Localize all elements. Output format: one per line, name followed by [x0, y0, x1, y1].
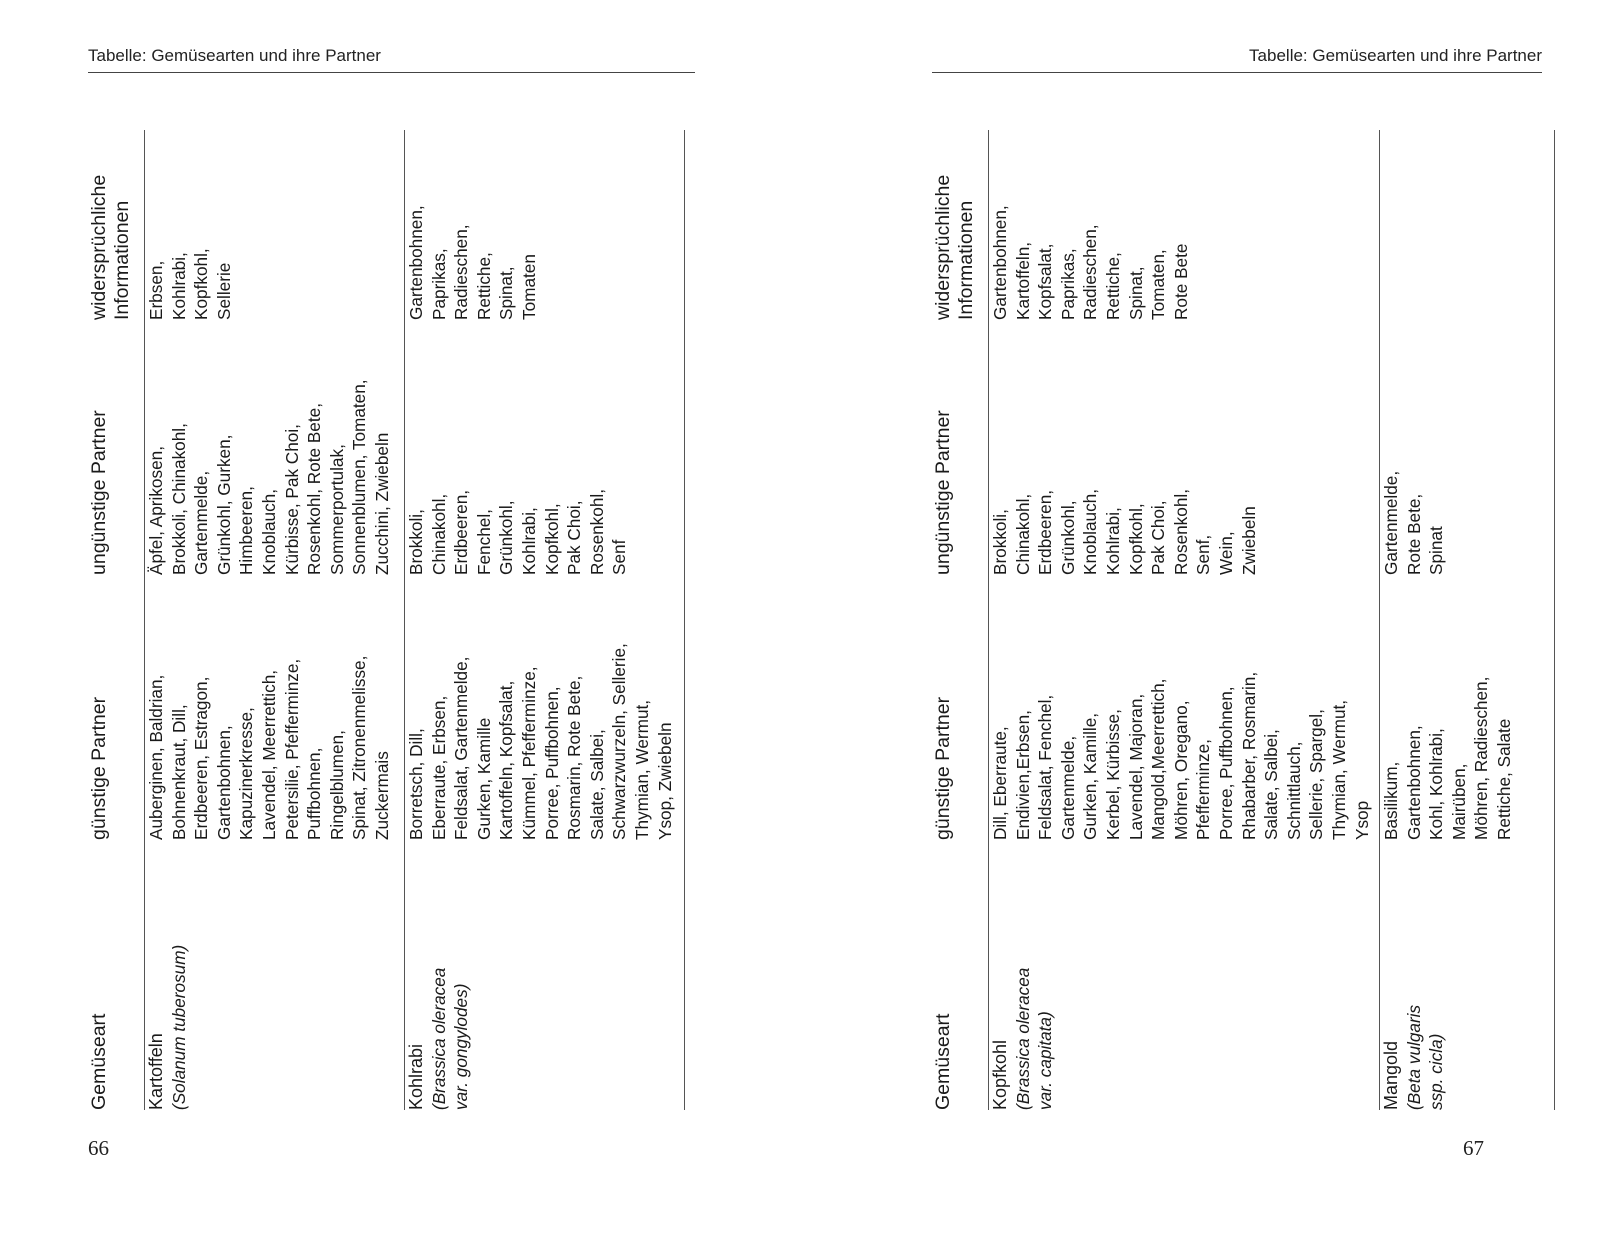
veg-name: Mangold — [1381, 1040, 1402, 1110]
good-partners: Borretsch, Dill, Eberraute, Erbsen, Feldsalat, Gartenmelde, Gurken, Kamille Kartoffeln, Kopfsalat, Kümmel, Pfefferminze, Porree, Puffbohnen, Rosmarin, Rote Bete, Salate, Salbei, Schwarzwurzeln, Sellerie, Thymian, Wermut, Ysop, Zwiebeln — [405, 575, 685, 840]
veg-latin: (Brassica oleracea var. gongylodes) — [428, 967, 472, 1110]
veg-latin: (Solanum tuberosum) — [168, 944, 189, 1110]
bad-partners: Brokkoli, Chinakohl, Erdbeeren, Grünkohl, Knoblauch, Kohlrabi, Kopfkohl, Pak Choi, Rosenkohl, Senf, Wein, Zwiebeln — [989, 320, 1380, 575]
good-partners: Dill, Eberraute, Endivien,Erbsen, Feldsalat, Fenchel, Gartenmelde, Gurken, Kamille, Kerbel, Kürbisse, Lavendel, Majoran, Mangold,Meerrettich, Möhren, Oregano, Pfefferminze, Porree, Puffbohnen, Rhabarber, Rosmarin, Salate, Salbei, Schnittlauch, Sellerie, Spargel, Thymian, Wermut, Ysop — [989, 575, 1380, 840]
table-row — [145, 130, 405, 1110]
good-partners: Basilikum, Gartenbohnen, Kohl, Kohlrabi, Mairüben, Möhren, Radieschen, Rettiche, Salate — [1380, 575, 1555, 840]
veg-name: Kopfkohl — [990, 1039, 1010, 1110]
head-rule — [932, 72, 1542, 73]
col-header-widerspruch: widersprüchliche Informationen — [932, 130, 989, 320]
veg-latin: (Beta vulgaris ssp. cicla) — [1403, 1004, 1447, 1110]
partner-table — [88, 130, 685, 1110]
veg-cell — [989, 840, 1380, 1110]
col-header-widerspruch: widersprüchliche Informationen — [88, 130, 145, 320]
contradictory-info: Erbsen, Kohlrabi, Kopfkohl, Sellerie — [145, 130, 405, 320]
veg-name: Kohlrabi — [406, 1043, 426, 1110]
table-row — [405, 130, 685, 1110]
veg-latin: (Brassica oleracea var. capitata) — [1012, 967, 1056, 1110]
col-header-gemueseart: Gemüseart — [932, 840, 989, 1110]
col-header-unguenstig: ungünstige Partner — [932, 320, 989, 575]
head-rule — [88, 72, 695, 73]
good-partners: Auberginen, Baldrian, Bohnenkraut, Dill, Erdbeeren, Estragon, Gartenbohnen, Kapuzinerkresse, Lavendel, Meerrettich, Petersilie, Pfefferminze, Puffbohnen, Ringelblumen, Spinat, Zitronenmelisse, Zuckermais — [145, 575, 405, 840]
page-number: 66 — [88, 1136, 109, 1160]
veg-cell — [405, 840, 685, 1110]
table-row — [989, 130, 1380, 1110]
col-header-unguenstig: ungünstige Partner — [88, 320, 145, 575]
col-header-gemueseart: Gemüseart — [88, 840, 145, 1110]
contradictory-info — [1380, 130, 1555, 320]
partner-table — [932, 130, 1555, 1110]
col-header-guenstig: günstige Partner — [88, 575, 145, 840]
bad-partners: Brokkoli, Chinakohl, Erdbeeren, Fenchel, Grünkohl, Kohlrabi, Kopfkohl, Pak Choi, Rosenkohl, Senf — [405, 320, 685, 575]
col-header-guenstig: günstige Partner — [932, 575, 989, 840]
running-head: Tabelle: Gemüsearten und ihre Partner — [1249, 46, 1542, 65]
veg-cell — [145, 840, 405, 1110]
bad-partners: Gartenmelde, Rote Bete, Spinat — [1380, 320, 1555, 575]
veg-cell — [1380, 840, 1555, 1110]
bad-partners: Äpfel, Aprikosen, Brokkoli, Chinakohl, Gartenmelde, Grünkohl, Gurken, Himbeeren, Knoblauch, Kürbisse, Pak Choi, Rosenkohl, Rote Bete, Sommerportulak, Sonnenblumen, Tomaten, Zucchini, Zwiebeln — [145, 320, 405, 575]
page-number: 67 — [1463, 1136, 1484, 1160]
contradictory-info: Gartenbohnen, Paprikas, Radieschen, Rettiche, Spinat, Tomaten — [405, 130, 685, 320]
veg-name: Kartoffeln — [146, 1033, 166, 1110]
contradictory-info: Gartenbohnen, Kartoffeln, Kopfsalat, Paprikas, Radieschen, Rettiche, Spinat, Tomaten, Rote Bete — [989, 130, 1380, 320]
running-head: Tabelle: Gemüsearten und ihre Partner — [88, 46, 381, 65]
table-row — [1380, 130, 1555, 1110]
